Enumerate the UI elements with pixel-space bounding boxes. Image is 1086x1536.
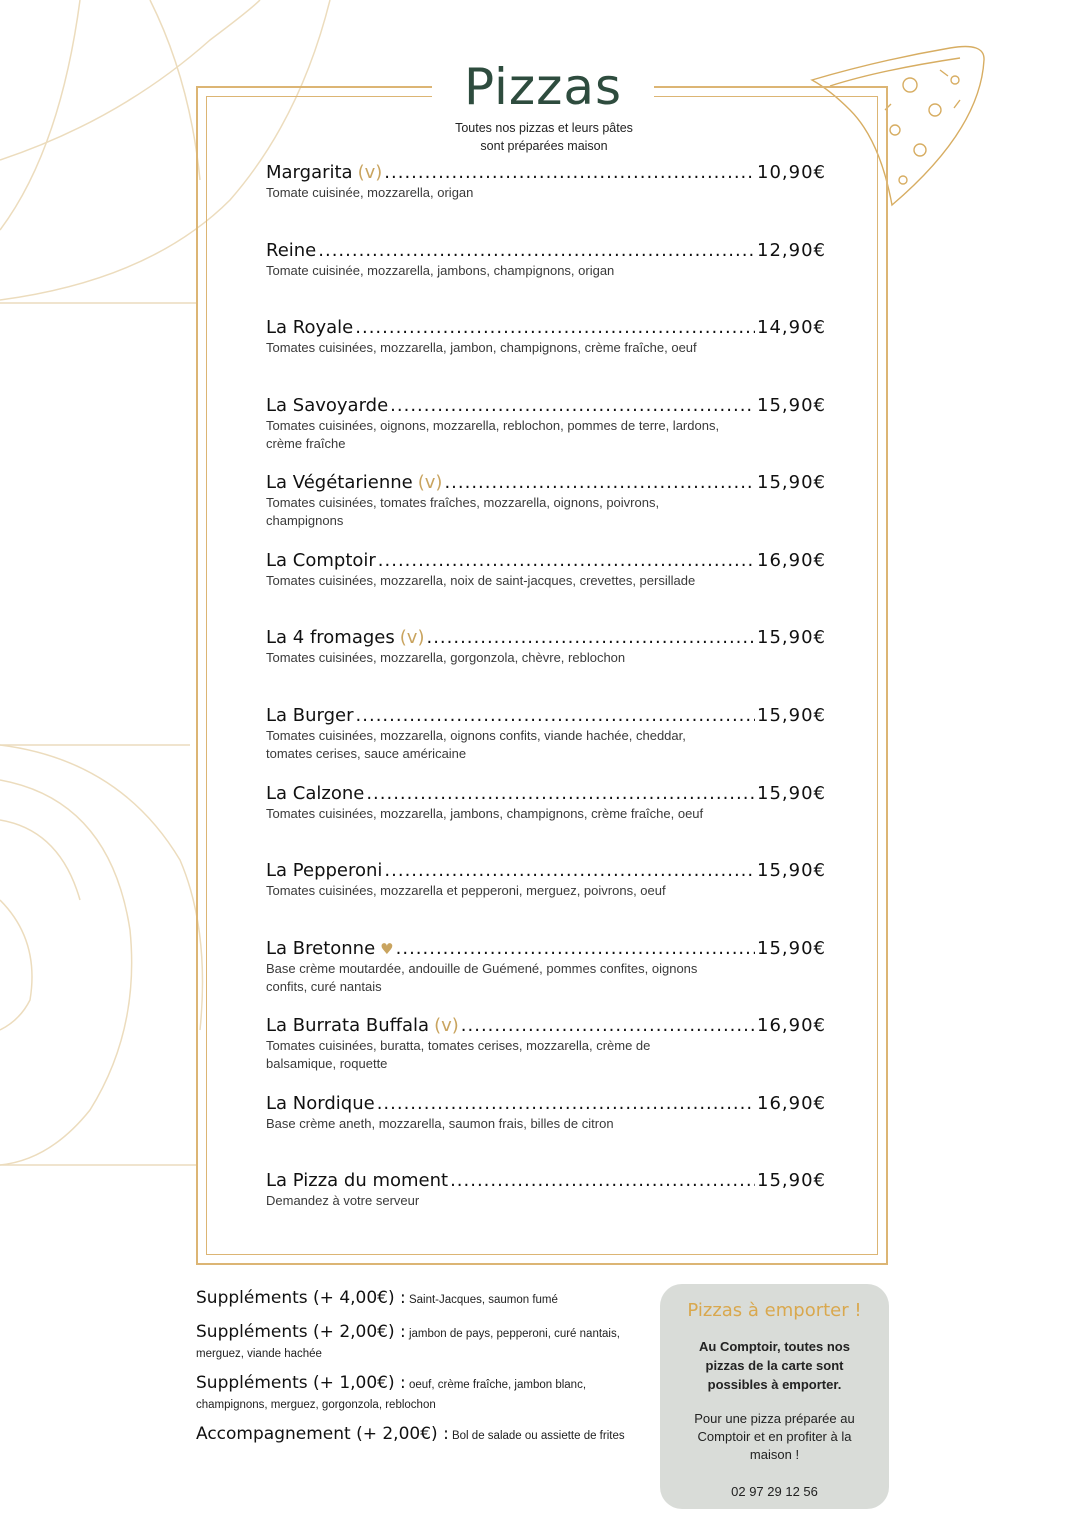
takeaway-bold-text: Au Comptoir, toutes nos pizzas de la carte sont possibles à emporter. (699, 1339, 850, 1392)
menu-item (266, 472, 826, 530)
item-name: La Nordique (266, 1093, 375, 1114)
takeaway-text: Pour une pizza préparée au Comptoir et en profiter à la maison ! (694, 1411, 855, 1462)
supplement-label: Accompagnement (+ 2,00€) : (196, 1424, 449, 1444)
menu-item-line (266, 1015, 826, 1037)
item-price: 10,90€ (757, 162, 826, 183)
menu-item (266, 938, 826, 996)
menu-item-line (266, 1093, 826, 1115)
menu-item-line (266, 240, 826, 262)
subtitle-line: Toutes nos pizzas et leurs pâtes (455, 121, 633, 135)
vegetarian-badge: (v) (417, 472, 443, 493)
dot-leader (396, 938, 755, 960)
item-name: La Végétarienne (266, 472, 413, 493)
item-price: 15,90€ (757, 627, 826, 648)
item-price: 15,90€ (757, 472, 826, 493)
item-name: Margarita (266, 162, 353, 183)
menu-item-line (266, 705, 826, 727)
vegetarian-badge: (v) (357, 162, 383, 183)
menu-item (266, 317, 826, 357)
takeaway-box (660, 1284, 889, 1509)
item-description: Base crème moutardée, andouille de Guémené, pommes confites, oignons confits, curé nantais (266, 961, 698, 994)
supplement-text: Saint-Jacques, saumon fumé (405, 1294, 558, 1306)
item-description: Tomate cuisinée, mozzarella, jambons, champignons, origan (266, 263, 615, 278)
menu-item (266, 783, 826, 823)
menu-item (266, 240, 826, 280)
dot-leader (461, 1015, 755, 1037)
phone-number: 02 97 29 12 56 (731, 1484, 818, 1499)
item-description: Tomates cuisinées, mozzarella, oignons confits, viande hachée, cheddar, tomates cerises, sauce américaine (266, 728, 686, 761)
supplement-label: Suppléments (+ 2,00€) : (196, 1322, 406, 1342)
vegetarian-badge: (v) (399, 627, 425, 648)
item-price: 15,90€ (757, 1170, 826, 1191)
dot-leader (366, 783, 755, 805)
item-name: La Pepperoni (266, 860, 383, 881)
dot-leader (444, 472, 755, 494)
item-description: Tomates cuisinées, mozzarella, jambon, champignons, crème fraîche, oeuf (266, 340, 697, 355)
supplement-row (196, 1424, 654, 1446)
item-description: Tomates cuisinées, mozzarella et pepperoni, merguez, poivrons, oeuf (266, 883, 666, 898)
item-price: 14,90€ (757, 317, 826, 338)
menu-item (266, 1093, 826, 1133)
item-description: Base crème aneth, mozzarella, saumon frais, billes de citron (266, 1116, 614, 1131)
dot-leader (384, 162, 755, 184)
item-price: 15,90€ (757, 705, 826, 726)
dot-leader (390, 395, 755, 417)
item-price: 15,90€ (757, 860, 826, 881)
item-name: Reine (266, 240, 317, 261)
dot-leader (318, 240, 755, 262)
item-description: Tomates cuisinées, tomates fraîches, mozzarella, oignons, poivrons, champignons (266, 495, 660, 528)
item-price: 15,90€ (757, 938, 826, 959)
menu-item-line (266, 938, 826, 960)
item-name: La Bretonne (266, 938, 376, 959)
menu-item (266, 705, 826, 763)
item-price: 16,90€ (757, 1015, 826, 1036)
item-price: 16,90€ (757, 550, 826, 571)
dot-leader (426, 627, 755, 649)
menu-item (266, 627, 826, 667)
menu-item-line (266, 472, 826, 494)
menu-item-line (266, 627, 826, 649)
menu-item (266, 162, 826, 202)
supplement-label: Suppléments (+ 1,00€) : (196, 1373, 406, 1393)
supplement-text: Bol de salade ou assiette de frites (448, 1430, 625, 1442)
item-name: La Burger (266, 705, 354, 726)
item-price: 12,90€ (757, 240, 826, 261)
dot-leader (356, 705, 755, 727)
item-price: 15,90€ (757, 395, 826, 416)
item-description: Demandez à votre serveur (266, 1193, 420, 1208)
menu-item (266, 395, 826, 453)
item-description: Tomates cuisinées, mozzarella, gorgonzola, chèvre, reblochon (266, 650, 626, 665)
item-name: La 4 fromages (266, 627, 395, 648)
item-name: La Comptoir (266, 550, 376, 571)
menu-item-line (266, 783, 826, 805)
item-price: 16,90€ (757, 1093, 826, 1114)
item-price: 15,90€ (757, 783, 826, 804)
supplement-text: jambon de pays, pepperoni, curé nantais, merguez, viande hachée (196, 1328, 620, 1360)
item-name: La Savoyarde (266, 395, 389, 416)
menu-item (266, 1170, 826, 1210)
item-name: La Burrata Buffala (266, 1015, 430, 1036)
item-description: Tomate cuisinée, mozzarella, origan (266, 185, 474, 200)
supplement-label: Suppléments (+ 4,00€) : (196, 1288, 406, 1308)
menu-item (266, 1015, 826, 1073)
supplement-row (196, 1288, 654, 1310)
supplement-row (196, 1373, 654, 1415)
subtitle (394, 119, 694, 155)
page-title: Pizzas (432, 52, 654, 122)
menu-item-line (266, 550, 826, 572)
menu-item (266, 550, 826, 590)
item-description: Tomates cuisinées, mozzarella, noix de saint-jacques, crevettes, persillade (266, 573, 696, 588)
item-description: Tomates cuisinées, mozzarella, jambons, champignons, crème fraîche, oeuf (266, 806, 704, 821)
subtitle-line: sont préparées maison (480, 139, 608, 153)
menu-item-line (266, 395, 826, 417)
item-description: Tomates cuisinées, buratta, tomates cerises, mozzarella, crème de balsamique, roquette (266, 1038, 651, 1071)
item-name: La Royale (266, 317, 354, 338)
dot-leader (377, 1093, 755, 1115)
menu-item-line (266, 860, 826, 882)
heart-icon: ♥ (380, 940, 394, 958)
dot-leader (378, 550, 755, 572)
menu-item-line (266, 162, 826, 184)
menu-item-line (266, 317, 826, 339)
dot-leader (450, 1170, 755, 1192)
item-name: La Calzone (266, 783, 365, 804)
supplement-text: oeuf, crème fraîche, jambon blanc, champignons, merguez, gorgonzola, reblochon (196, 1379, 587, 1411)
vegetarian-badge: (v) (434, 1015, 459, 1036)
takeaway-title: Pizzas à emporter ! (687, 1300, 862, 1321)
menu-item (266, 860, 826, 900)
item-description: Tomates cuisinées, oignons, mozzarella, reblochon, pommes de terre, lardons, crème fraîche (266, 418, 720, 451)
item-name: La Pizza du moment (266, 1170, 449, 1191)
dot-leader (384, 860, 755, 882)
supplement-row (196, 1322, 654, 1364)
menu-item-line (266, 1170, 826, 1192)
dot-leader (355, 317, 755, 339)
